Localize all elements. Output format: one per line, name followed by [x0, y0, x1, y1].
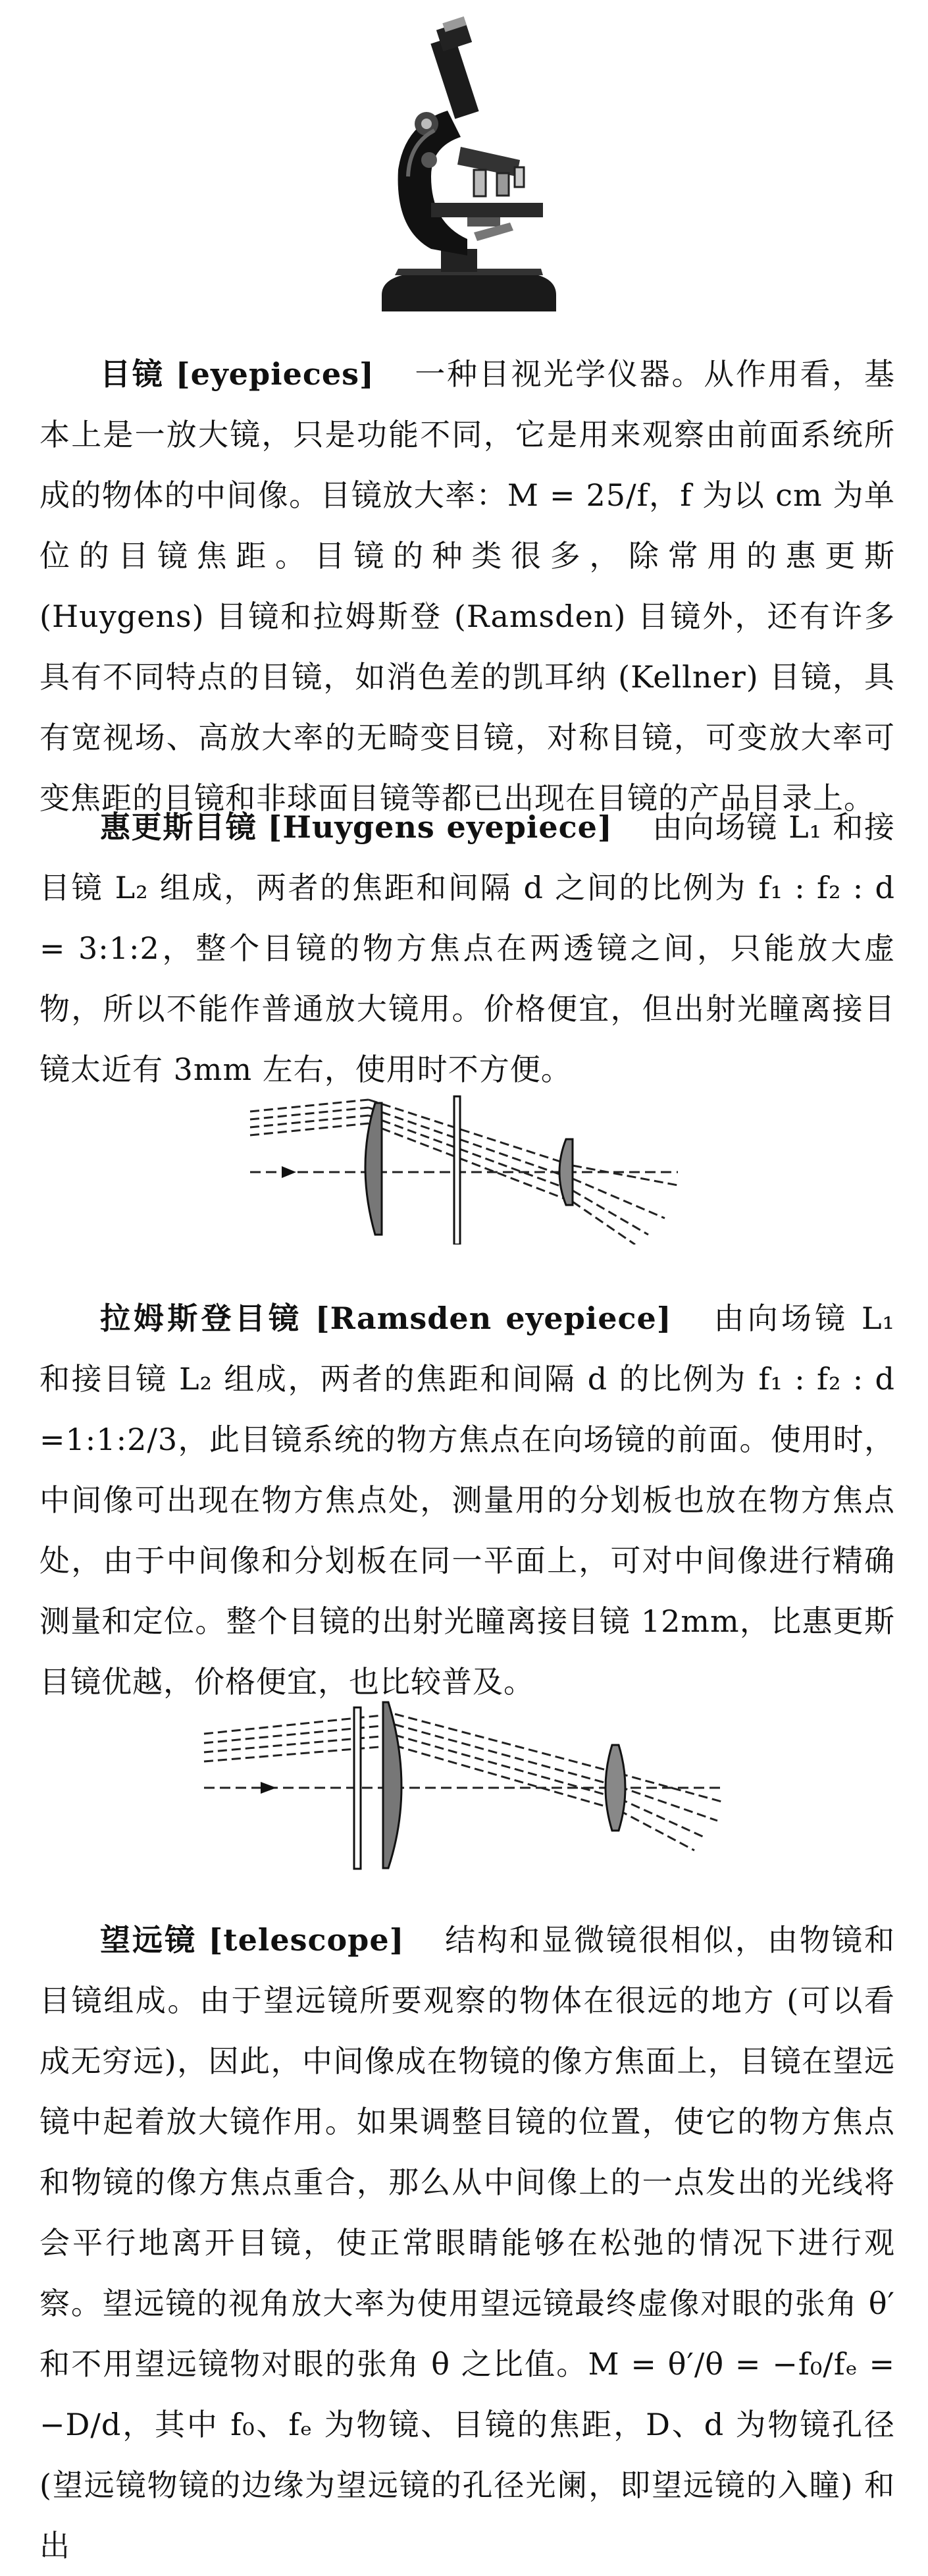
entry-huygens	[39, 797, 895, 1100]
term-ramsden: 拉姆斯登目镜	[100, 1301, 303, 1336]
entry-eyepieces	[39, 344, 895, 828]
body-huygens: 由向场镜 L₁ 和接目镜 L₂ 组成，两者的焦距和间隔 d 之间的比例为 f₁ : f₂ : d = 3:1:2，整个目镜的物方焦点在两透镜之间，只能放大虚物，所以不能作普通放大镜用。价格便宜，但出射光瞳离接目镜太近有 3mm 左右，使用时不方便。	[39, 809, 896, 1087]
entry-telescope	[39, 1910, 895, 2576]
term-telescope: 望远镜	[100, 1922, 197, 1958]
term-huygens: 惠更斯目镜	[100, 809, 257, 845]
body-eyepieces: 一种目视光学仪器。从作用看，基本上是一放大镜，只是功能不同，它是用来观察由前面系统所成的物体的中间像。目镜放大率：M = 25/f，f 为以 cm 为单位的目镜焦距。目镜的种类很多，除常用的惠更斯 (Huygens) 目镜和拉姆斯登 (Ramsden) 目镜外，还有许多具有不同特点的目镜，如消色差的凯耳纳 (Kellner) 目镜，具有宽视场、高放大率的无畸变目镜，对称目镜，可变放大率可变焦距的目镜和非球面目镜等都已出现在目镜的产品目录上。	[39, 356, 896, 816]
body-telescope: 结构和显微镜很相似，由物镜和目镜组成。由于望远镜所要观察的物体在很远的地方 (可以看成无穷远)，因此，中间像成在物镜的像方焦面上，目镜在望远镜中起着放大镜作用。如果调整目镜的位置，使它的物方焦点和物镜的像方焦点重合，那么从中间像上的一点发出的光线将会平行地离开目镜，使正常眼睛能够在松弛的情况下进行观察。望远镜的视角放大率为使用望远镜最终虚像对眼的张角 θ′ 和不用望远镜物对眼的张角 θ 之比值。M = θ′/θ = −f₀/fₑ = −D/d，其中 f₀、fₑ 为物镜、目镜的焦距，D、d 为物镜孔径 (望远镜物镜的边缘为望远镜的孔径光阑，即望远镜的入瞳) 和出	[39, 1922, 896, 2563]
body-ramsden: 由向场镜 L₁ 和接目镜 L₂ 组成，两者的焦距和间隔 d 的比例为 f₁ : f₂ : d =1:1:2/3，此目镜系统的物方焦点在向场镜的前面。使用时，中间像可出现在物方焦点处，测量用的分划板也放在物方焦点处，由于中间像和分划板在同一平面上，可对中间像进行精确测量和定位。整个目镜的出射光瞳离接目镜 12mm，比惠更斯目镜优越，价格便宜，也比较普及。	[39, 1301, 895, 1700]
term-eyepieces: 目镜	[100, 356, 165, 392]
ramsden-diagram	[197, 1696, 737, 1873]
term-en-huygens: [Huygens eyepiece]	[267, 809, 613, 845]
huygens-diagram	[244, 1093, 691, 1245]
term-en-ramsden: [Ramsden eyepiece]	[315, 1301, 672, 1336]
entry-ramsden	[39, 1288, 895, 1712]
term-en-eyepieces: [eyepieces]	[175, 356, 374, 392]
term-en-telescope: [telescope]	[208, 1922, 405, 1958]
microscope-figure	[369, 12, 566, 321]
